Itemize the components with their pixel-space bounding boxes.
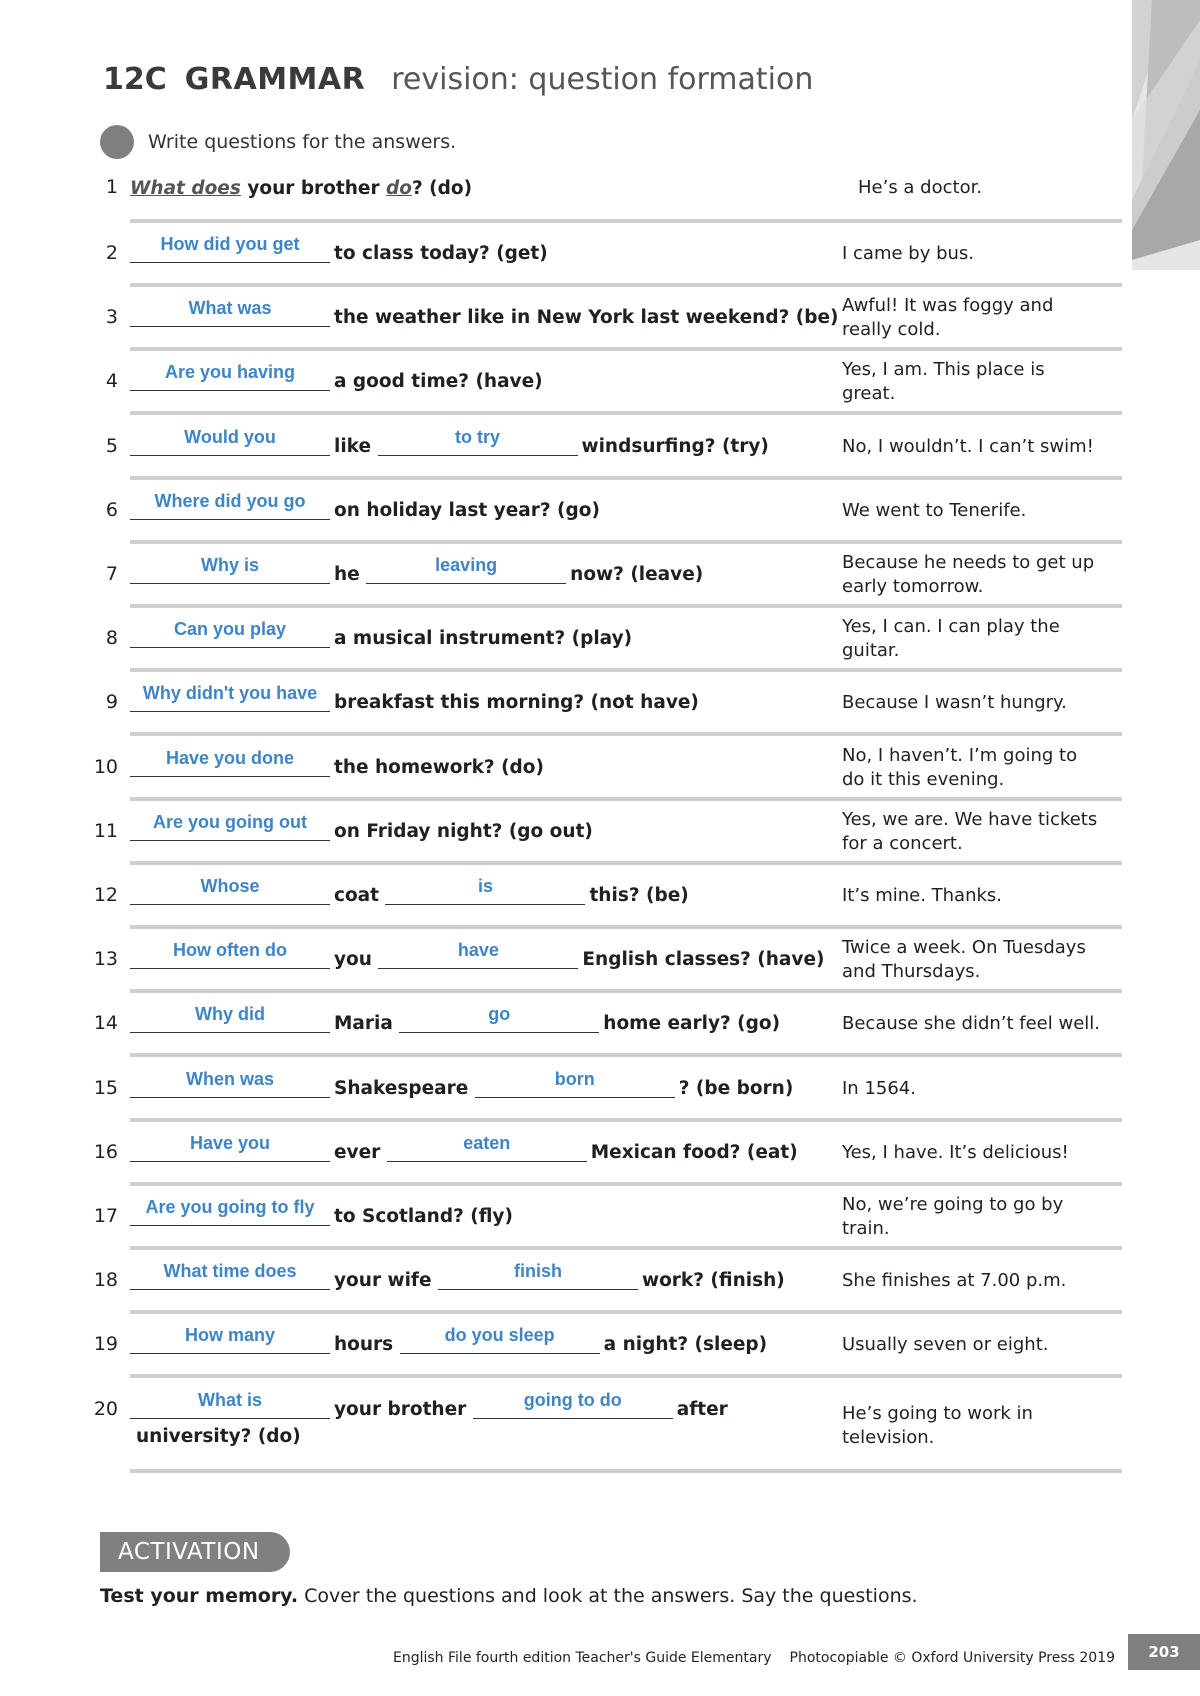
answer-text: Because he needs to get up early tomorrow. [842, 552, 1095, 597]
question-continuation: university? (do) [136, 1426, 301, 1447]
exercise-bullet-icon [100, 125, 134, 159]
question-fragment: you [334, 949, 372, 970]
filled-answer: Would you [184, 427, 276, 447]
item-number: 11 [93, 820, 118, 842]
question-text [130, 940, 840, 973]
filled-answer: Have you [189, 1133, 271, 1153]
row-divider [130, 476, 1122, 480]
question-fragment: to class today? (get) [334, 243, 548, 264]
page-number: 203 [1128, 1634, 1200, 1670]
question-text [130, 876, 840, 909]
item-number: 12 [93, 884, 118, 906]
question-fragment: work? (finish) [642, 1270, 785, 1291]
row-divider [130, 411, 1122, 415]
question-fragment: Maria [334, 1013, 393, 1034]
answer-blank [366, 555, 566, 584]
answer-text: He’s a doctor. [858, 177, 983, 198]
answer-blank [130, 1004, 330, 1033]
answer-blank [130, 1197, 330, 1226]
question-text [130, 555, 840, 588]
row-divider [130, 219, 1122, 223]
item-number: 15 [93, 1077, 118, 1099]
item-number: 9 [105, 691, 118, 713]
answer-text: We went to Tenerife. [842, 500, 1027, 521]
answer-text: Yes, we are. We have tickets for a concert. [842, 809, 1098, 854]
answer-blank [130, 940, 330, 969]
question-fragment: on Friday night? (go out) [334, 821, 593, 842]
question-text [130, 298, 840, 331]
answer-blank [385, 876, 585, 905]
item-number: 5 [105, 435, 118, 457]
question-text [130, 1133, 840, 1166]
footer-book: English File fourth edition Teacher's Guide Elementary [393, 1650, 772, 1666]
item-number: 10 [93, 756, 118, 778]
answer-blank [378, 427, 578, 456]
row-divider [130, 1469, 1122, 1473]
row-divider [130, 668, 1122, 672]
row-divider [130, 1246, 1122, 1250]
question-fragment: on holiday last year? (go) [334, 500, 600, 521]
answer-blank [130, 1261, 330, 1290]
activation-badge: ACTIVATION [100, 1532, 290, 1572]
question-fragment: the homework? (do) [334, 757, 544, 778]
filled-answer: Have you done [165, 748, 295, 768]
example-end: ? (do) [411, 178, 473, 199]
answer-text: She finishes at 7.00 p.m. [842, 1270, 1067, 1291]
answer-blank [130, 555, 330, 584]
question-fragment: to Scotland? (fly) [334, 1206, 513, 1227]
answer-text: Twice a week. On Tuesdays and Thursdays. [842, 937, 1086, 982]
answer-text: No, we’re going to go by train. [842, 1194, 1064, 1239]
filled-answer: Why is [200, 555, 259, 575]
filled-answer: What time does [163, 1261, 297, 1281]
question-text [130, 491, 840, 524]
answer-text: No, I haven’t. I’m going to do it this evening. [842, 745, 1078, 790]
item-number: 1 [105, 176, 118, 198]
filled-answer: How did you get [160, 234, 300, 254]
filled-answer: Are you going out [153, 812, 307, 832]
answer-text: In 1564. [842, 1078, 916, 1099]
section-title: GRAMMAR [184, 62, 366, 97]
question-fragment: after [676, 1399, 728, 1420]
item-number: 20 [93, 1398, 118, 1420]
answer-blank [130, 298, 330, 327]
filled-answer: finish [514, 1261, 562, 1281]
example-blank-2: do [386, 178, 412, 199]
item-number: 13 [93, 948, 118, 970]
row-divider [130, 347, 1122, 351]
filled-answer: Why did [195, 1004, 265, 1024]
filled-answer: Are you going to fly [145, 1197, 315, 1217]
filled-answer: eaten [463, 1133, 511, 1153]
filled-answer: have [457, 940, 499, 960]
filled-answer: go [488, 1004, 511, 1024]
answer-blank [130, 1325, 330, 1354]
answer-blank [130, 1390, 330, 1419]
question-fragment: a musical instrument? (play) [334, 628, 633, 649]
answer-text: Usually seven or eight. [842, 1334, 1049, 1355]
item-number: 4 [105, 370, 118, 392]
item-number: 7 [105, 563, 118, 585]
row-divider [130, 861, 1122, 865]
row-divider [130, 1182, 1122, 1186]
row-divider [130, 797, 1122, 801]
question-fragment: your wife [334, 1270, 432, 1291]
question-fragment: home early? (go) [603, 1013, 781, 1034]
item-number: 2 [105, 242, 118, 264]
question-fragment: a good time? (have) [334, 371, 543, 392]
answer-blank [378, 940, 578, 969]
question-fragment: windsurfing? (try) [581, 436, 769, 457]
footer [393, 1650, 1115, 1666]
filled-answer: to try [455, 427, 500, 447]
activation-text: Test your memory. Cover the questions and look at the answers. Say the questions. [100, 1585, 918, 1607]
question-text [130, 812, 840, 845]
filled-answer: What is [197, 1390, 262, 1410]
filled-answer: When was [185, 1069, 274, 1089]
answer-blank [130, 1133, 330, 1162]
corner-decoration [1132, 0, 1200, 270]
question-fragment: English classes? (have) [582, 949, 825, 970]
row-divider [130, 1053, 1122, 1057]
row-divider [130, 604, 1122, 608]
item-number: 17 [93, 1205, 118, 1227]
question-fragment: ever [334, 1142, 381, 1163]
footer-copyright: Photocopiable © Oxford University Press 2019 [789, 1650, 1116, 1666]
filled-answer: Why didn't you have [142, 683, 318, 703]
question-fragment: breakfast this morning? (not have) [334, 692, 699, 713]
row-divider [130, 925, 1122, 929]
question-text [130, 1069, 840, 1102]
question-fragment: a night? (sleep) [603, 1334, 768, 1355]
example-text: your brother [247, 178, 380, 199]
answer-text: Because I wasn’t hungry. [842, 692, 1067, 713]
item-number: 8 [105, 627, 118, 649]
answer-text: No, I wouldn’t. I can’t swim! [842, 436, 1094, 457]
question-fragment: the weather like in New York last weekend? (be) [334, 307, 839, 328]
filled-answer: Can you play [173, 619, 287, 639]
instruction-text: Write questions for the answers. [148, 131, 457, 153]
filled-answer: How often do [173, 940, 287, 960]
answer-blank [130, 234, 330, 263]
filled-answer: Where did you go [154, 491, 306, 511]
question-fragment: now? (leave) [570, 564, 704, 585]
page-title [103, 62, 813, 97]
question-fragment: Mexican food? (eat) [590, 1142, 798, 1163]
answer-text: Yes, I am. This place is great. [842, 359, 1045, 404]
question-fragment: like [334, 436, 372, 457]
item-number: 14 [93, 1012, 118, 1034]
item-number: 16 [93, 1141, 118, 1163]
question-text [130, 427, 840, 460]
question-fragment: your brother [334, 1399, 467, 1420]
row-divider [130, 1374, 1122, 1378]
filled-answer: going to do [523, 1390, 622, 1410]
filled-answer: leaving [435, 555, 498, 575]
question-fragment: ? (be born) [678, 1078, 794, 1099]
filled-answer: What was [188, 298, 272, 318]
answer-text: Awful! It was foggy and really cold. [842, 295, 1054, 340]
question-text [130, 748, 840, 781]
answer-blank [130, 362, 330, 391]
answer-blank [130, 491, 330, 520]
section-subtitle: revision: question formation [391, 62, 814, 97]
answer-blank [387, 1133, 587, 1162]
example-question [130, 176, 840, 202]
filled-answer: born [554, 1069, 595, 1089]
filled-answer: do you sleep [444, 1325, 555, 1345]
answer-text: It’s mine. Thanks. [842, 885, 1003, 906]
answer-blank [473, 1390, 673, 1419]
question-text [130, 234, 840, 267]
answer-blank [130, 427, 330, 456]
question-text [130, 1390, 840, 1423]
question-text [130, 1261, 840, 1294]
filled-answer: How many [184, 1325, 276, 1345]
row-divider [130, 732, 1122, 736]
answer-text: He’s going to work in television. [842, 1403, 1033, 1448]
instruction [100, 125, 456, 159]
filled-answer: is [477, 876, 493, 896]
answer-blank [130, 619, 330, 648]
example-blank-1: What does [130, 178, 241, 199]
lesson-code: 12C [103, 62, 167, 97]
question-fragment: hours [334, 1334, 394, 1355]
answer-text: Yes, I have. It’s delicious! [842, 1142, 1069, 1163]
question-fragment: coat [334, 885, 380, 906]
question-fragment: this? (be) [589, 885, 689, 906]
filled-answer: Whose [200, 876, 260, 896]
answer-blank [399, 1004, 599, 1033]
answer-blank [130, 812, 330, 841]
question-text [130, 683, 840, 716]
answer-blank [130, 748, 330, 777]
answer-blank [400, 1325, 600, 1354]
row-divider [130, 283, 1122, 287]
question-fragment: he [334, 564, 360, 585]
answer-blank [475, 1069, 675, 1098]
question-text [130, 1197, 840, 1230]
answer-blank [438, 1261, 638, 1290]
question-text [130, 362, 840, 395]
question-fragment: Shakespeare [334, 1078, 469, 1099]
item-number: 6 [105, 499, 118, 521]
answer-text: Yes, I can. I can play the guitar. [842, 616, 1060, 661]
answer-text: Because she didn’t feel well. [842, 1013, 1101, 1034]
row-divider [130, 1310, 1122, 1314]
question-text [130, 619, 840, 652]
item-number: 3 [105, 306, 118, 328]
answer-blank [130, 1069, 330, 1098]
answer-blank [130, 683, 330, 712]
row-divider [130, 540, 1122, 544]
filled-answer: Are you having [164, 362, 296, 382]
question-text [130, 1325, 840, 1358]
row-divider [130, 1118, 1122, 1122]
item-number: 18 [93, 1269, 118, 1291]
answer-text: I came by bus. [842, 243, 975, 264]
item-number: 19 [93, 1333, 118, 1355]
row-divider [130, 989, 1122, 993]
answer-blank [130, 876, 330, 905]
question-text [130, 1004, 840, 1037]
